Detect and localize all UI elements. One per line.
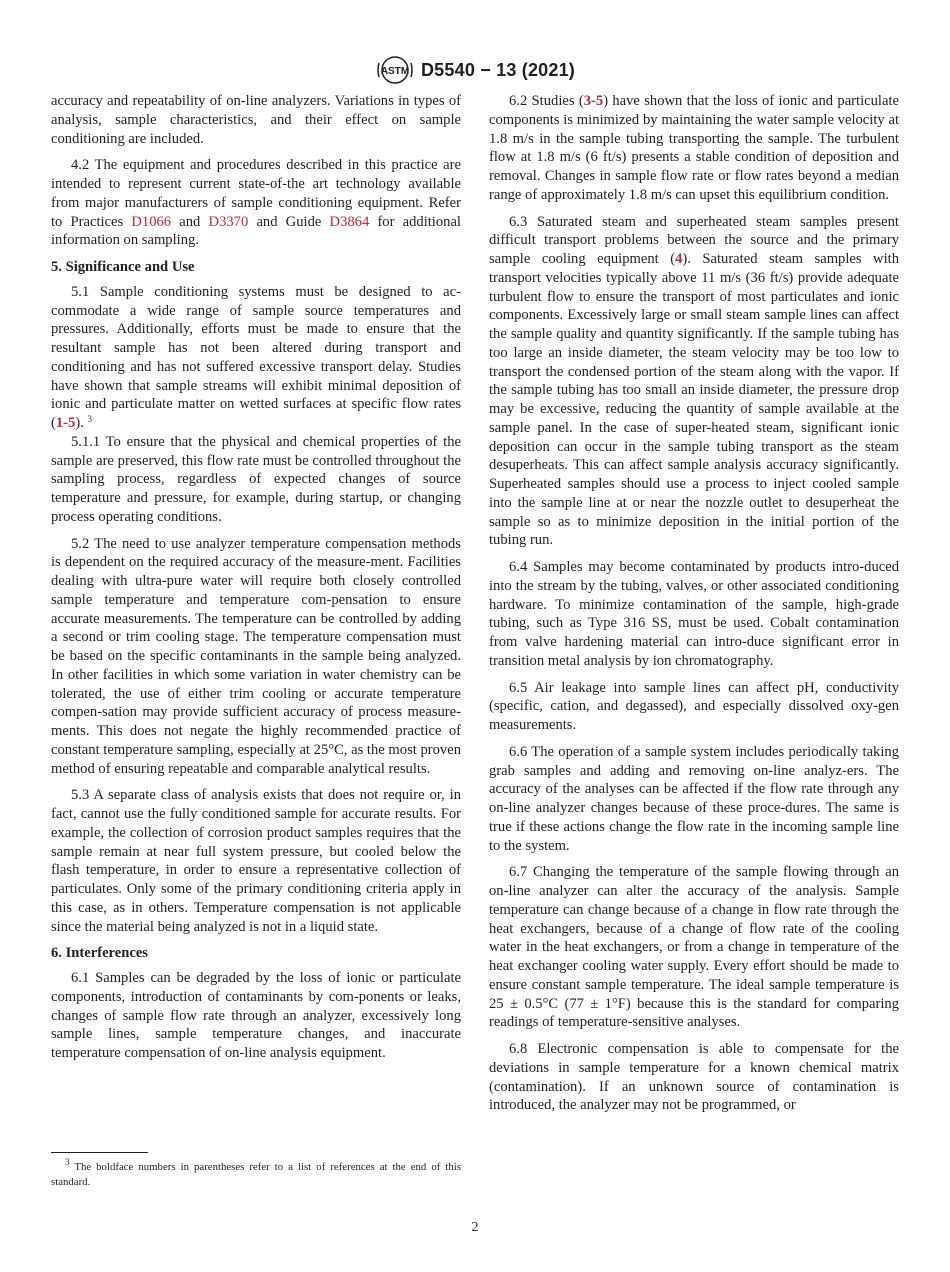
link-d1066[interactable]: D1066 — [131, 213, 172, 230]
reference-link-3-5[interactable]: 3-5 — [583, 93, 604, 109]
paragraph-6-5: 6.5 Air leakage into sample lines can affect pH, conductivity (specific, cation, and degassed), and especially dissolved oxy-gen measurements. — [489, 679, 899, 733]
paragraph-6-2: 6.2 Studies (3-5) have shown that the loss of ionic and particulate components is minimized by maintaining the water sample velocity at 1.8 m/s in the sample tubing transporting the sample. The turbulent flow at 1.8 m/s (6 ft/s) presents a stable condition of deposition and removal. Changes in sample flow rate or flow rates beyond a median range of approximately 1.8 m/s can upset this equilibrium condition. — [489, 93, 899, 203]
paragraph-6-6: 6.6 The operation of a sample system includes periodically taking grab samples and adding and removing on-line analyz-ers. The accuracy of the analyses can be affected if the flow rate through any on-line analyzer changes because of these proce-dures. The same is true if these actions change the flow rate in the incoming sample line to the system. — [489, 743, 899, 854]
link-d3864[interactable]: D3864 — [329, 213, 370, 230]
paragraph-5-1: 5.1 Sample conditioning systems must be designed to ac-commodate a wide range of sample source temperatures and pressures. Additionally, efforts must be made to ensure that the resultant sample has not been altered during transport and conditioning and has not suffered excessive transport delay. Studies have shown that sample streams will exhibit minimal deposition of ionic and particulate matter on wetted surfaces at specific flow rates (1-5). $^3$ — [51, 283, 461, 431]
paragraph-intro-continued: accuracy and repeatability of on-line analyzers. Variations in types of analysis, sample characteristics, and their effect on sample conditioning are included. — [51, 93, 461, 147]
astm-logo-icon — [375, 55, 415, 85]
footnote-divider — [51, 1152, 148, 1153]
footnote — [51, 1157, 461, 1190]
left-column — [51, 92, 461, 1071]
paragraph-6-3: 6.3 Saturated steam and superheated steam samples present difficult transport problems between the source and the primary sample cooling equipment (4). Saturated steam samples with transport velocities typically above 11 m/s (36 ft/s) provide adequate turbulent flow to ensure the transport of most particulates and ionic components. Excessively large or small steam sample lines can affect the sample quality and quantity significantly. If the sample tubing has too large an inside diameter, the steam velocity may be too low to transport the condensed portion of the steam along with the vapor. If the sample tubing has too small an inside diameter, the pressure drop may be excessive, reducing the quantity of sample available at the sample panel. In the case of super-heated steam, significant ionic deposition can occur in the sample tubing transport as the steam desuperheats. This can affect sample analysis accuracy significantly. Superheated samples should use a process to inject cooled sample into the sample line at or near the nozzle outlet to desuperheat the sample so as to minimize deposition in the initial portion of the tubing run. — [489, 213, 899, 549]
footnote-text: The boldface numbers in parentheses refer to a list of references at the end of this standard. — [51, 1161, 461, 1188]
page-number: 2 — [471, 1220, 479, 1235]
paragraph-6-4: 6.4 Samples may become contaminated by products intro-duced into the stream by the tubing, valves, or other associated conditioning hardware. To minimize contamination of the sample, high-grade tubing, such as Type 316 SS, must be used. Cobalt contamination from valve hardening material can intro-duce significant error in transition metal analysis by ion chromatography. — [489, 559, 899, 669]
right-column — [489, 92, 899, 1123]
paragraph-4-2: 4.2 The equipment and procedures described in this practice are intended to represent current state-of-the art technology available from major manufacturers of sample conditioning equipment. Refer to Practices D1066 and D3370 and Guide D3864 for additional information on sampling. — [51, 157, 461, 249]
document-id: D5540 − 13 (2021) — [420, 59, 575, 80]
section-5-heading: 5. Significance and Use — [51, 259, 195, 275]
reference-link-4[interactable]: 4 — [675, 251, 683, 267]
section-6-heading: 6. Interferences — [51, 945, 148, 962]
footnote-mark[interactable]: 3 — [87, 414, 93, 424]
paragraph-6-8: 6.8 Electronic compensation is able to compensate for the deviations in sample temperature for a known chemical matrix (contamination). If an unknown source of contamination is introduced, the analyzer may not be programmed, or — [489, 1041, 899, 1114]
paragraph-5-3: 5.3 A separate class of analysis exists that does not require or, in fact, cannot use the fully conditioned sample for accurate results. For example, the collection of corrosion product samples requires that the sample remain at near full system pressure, but cooled below the flash temperature, in order to ensure a representative collection of particulates. Only some of the primary conditioning criteria apply in this case, as in others. Temperature compensation is not applicable since the material being analyzed is not in a liquid state. — [51, 787, 461, 935]
footnote-number: 3 — [65, 1157, 70, 1167]
paragraph-6-7: 6.7 Changing the temperature of the sample flowing through an on-line analyzer can alter the accuracy of the analysis. Sample temperature can change because of a change in flow rate through the heat exchangers, because of a change of flow rate of the cooling water in the heat exchangers, or from a change in temperature of the heat exchanger cooling water supply. Every effort should be made to ensure constant sample temperature. The ideal sample temperature is 25 ± 0.5°C (77 ± 1°F) because this is the standard for comparing readings of temperature-sensitive analyses. — [489, 864, 899, 1031]
paragraph-5-2: 5.2 The need to use analyzer temperature compensation methods is dependent on the required accuracy of the measure-ment. Facilities dealing with ultra-pure water will require both closely controlled sample temperature and temperature com-pensation to ensure accurate measurements. The temperature can be controlled by adding a second or trim cooling stage. The temperature compensation must be based on the specific contaminants in the sample being analyzed. In other facilities in which some variation in water chemistry can be tolerated, the use of either trim cooling or accurate temperature compen-sation may provide sufficient accuracy of process measure-ments. This does not negate the highly recommended practice of constant temperature sampling, especially at 25°C, as the most proven method of ensuring repeatable and comparable analytical results. — [51, 535, 461, 777]
reference-link-1-5[interactable]: 1-5 — [55, 415, 76, 431]
svg-text:ASTM: ASTM — [380, 66, 410, 77]
paragraph-5-1-1: 5.1.1 To ensure that the physical and chemical properties of the sample are preserved, this flow rate must be controlled throughout the sampling process, regardless of expected changes of source temperature and pressure, for example, during startup, or changing process operating conditions. — [51, 433, 461, 525]
paragraph-6-1: 6.1 Samples can be degraded by the loss of ionic or particulate components, introduction of contaminants by com-ponents or leaks, changes of sample flow rate through an analyzer, excessively long sample lines, sample temperature changes, and inaccurate temperature compensation of on-line analysis equipment. — [51, 970, 461, 1061]
page-header — [0, 55, 950, 85]
link-d3370[interactable]: D3370 — [208, 213, 249, 230]
